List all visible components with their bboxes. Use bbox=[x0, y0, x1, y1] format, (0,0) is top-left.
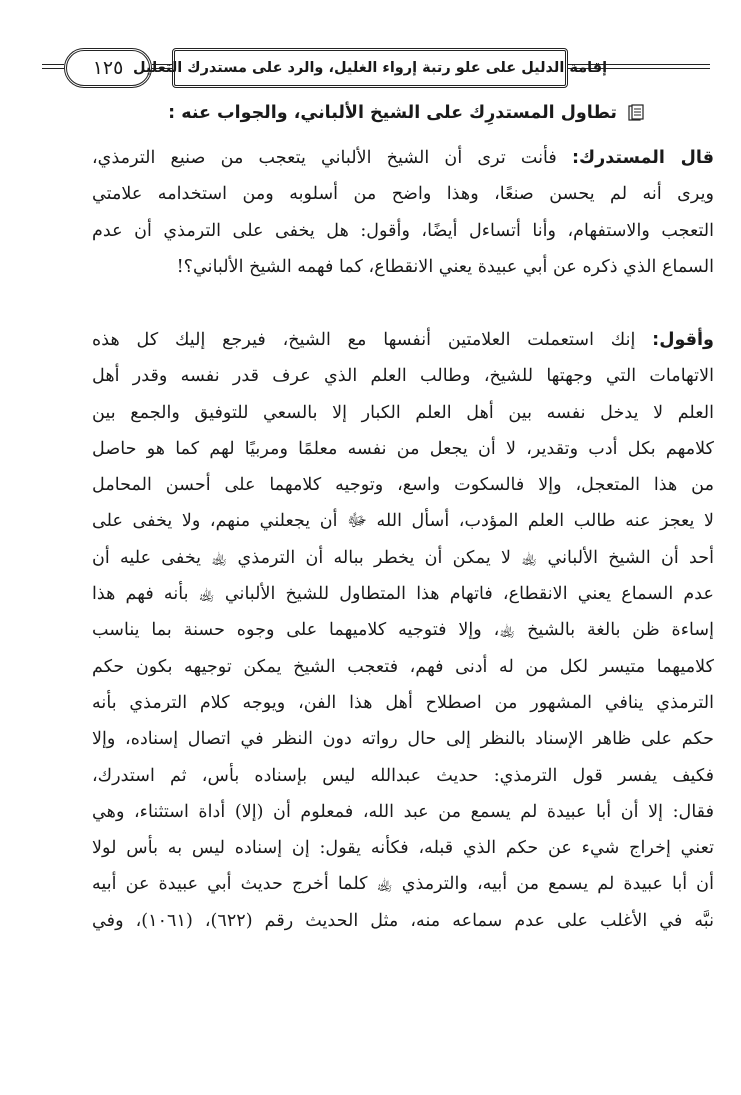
text-line: لا يعجز عنه طالب العلم المؤدب، أسأل الله ﷻ أن يجعلني منهم، ولا يخفى على bbox=[92, 511, 714, 532]
text-line: الترمذي ينافي المشهور من اصطلاح أهل هذا الفن، ويوجه كلام الترمذي بأنه bbox=[92, 692, 714, 713]
text-line: فكيف يفسر قول الترمذي: حديث عبدالله ليس بإسناده بأس، ثم استدرك، bbox=[92, 765, 714, 786]
text-line: أن أبا عبيدة لم يسمع من أبيه، والترمذي ﵀ كلما أخرج حديث أبي عبيدة عن أبيه bbox=[92, 874, 714, 895]
text-line: كلاميهما متيسر لكل من له أدنى فهم، فتعجب الشيخ يمكن توجيهه بكون حكم bbox=[92, 656, 714, 677]
text-line: كلامهم بكل أدب وتقدير، لا أن يجعل من نفسه معلمًا ومربيًا لهم كما هو حاصل bbox=[92, 438, 714, 459]
running-header bbox=[42, 44, 710, 100]
running-title: إقامة الدليل على علو رتبة إرواء الغليل، والرد على مستدرك التعليل bbox=[132, 60, 608, 76]
text-line: نبَّه في الأغلب على عدم سماعه منه، مثل الحديث رقم (٦٢٢)، (١٠٦١)، وفي bbox=[92, 910, 714, 931]
text-line: عدم السماع يعني الانقطاع، فاتهام هذا المتطاول للشيخ الألباني ﵀ بأنه فهم هذا bbox=[92, 584, 714, 605]
running-title-box bbox=[132, 48, 608, 88]
header-rule bbox=[42, 64, 64, 65]
paragraph-1 bbox=[92, 140, 714, 285]
line-text: فأنت ترى أن الشيخ الألباني يتعجب من صنيع الترمذي، bbox=[92, 148, 557, 168]
text-line: السماع الذي ذكره عن أبي عبيدة يعني الانقطاع، كما فهمه الشيخ الألباني؟! bbox=[176, 256, 714, 277]
text-line: فقال: إلا أن أبا عبيدة لم يسمع من عبد الله، فمعلوم أن (إلا) أداة استثناء، وهي bbox=[92, 801, 714, 822]
section-title: تطاول المستدرِك على الشيخ الألباني، والجواب عنه : bbox=[168, 103, 617, 123]
paragraph-lead: قال المستدرك: bbox=[571, 148, 714, 168]
text-line: ويرى أنه لم يحسن صنعًا، وهذا واضح من أسلوبه ومن استخدامه علامتي bbox=[92, 184, 714, 205]
text-line: من هذا المتعجل، وإلا فالسكوت واسع، وتوجيه كلامهما على أحسن المحامل bbox=[92, 475, 714, 496]
text-line: العلم لا يدخل نفسه بين أهل العلم الكبار إلا بالسعي للتوفيق والجمع بين bbox=[92, 402, 714, 423]
text-line: الاتهامات التي وجهتها للشيخ، وطالب العلم الذي عرف قدر نفسه وقدر أهل bbox=[92, 366, 714, 387]
text-line: التعجب والاستفهام، وأنا أتساءل أيضًا، وأقول: هل يخفى على الترمذي أن عدم bbox=[92, 220, 714, 241]
paragraph-2 bbox=[92, 322, 714, 939]
header-rule bbox=[42, 68, 64, 69]
book-icon bbox=[627, 104, 645, 122]
line-text: إنك استعملت العلامتين أنفسها مع الشيخ، فيرجع إليك كل هذه bbox=[92, 330, 636, 350]
section-heading bbox=[85, 96, 645, 130]
text-line bbox=[92, 322, 714, 358]
text-line: تعني إخراج شيء عن حكم الذي قبله، فكأنه يقول: إن إسناده ليس به بأس لولا bbox=[92, 838, 714, 859]
text-line: إساءة ظن بالغة بالشيخ ﵀، وإلا فتوجيه كلاميهما على وجوه حسنة بما يناسب bbox=[92, 620, 714, 641]
paragraph-lead: وأقول: bbox=[652, 330, 714, 350]
text-line: حكم على ظاهر الإسناد بالنظر إلى حال رواته دون النظر في اتصال إسناده، وإلا bbox=[92, 729, 714, 750]
page-number: ١٢٥ bbox=[92, 57, 124, 79]
text-line bbox=[92, 140, 714, 176]
text-line: أحد أن الشيخ الألباني ﵀ لا يمكن أن يخطر بباله أن الترمذي ﵀ يخفى عليه أن bbox=[92, 547, 714, 568]
